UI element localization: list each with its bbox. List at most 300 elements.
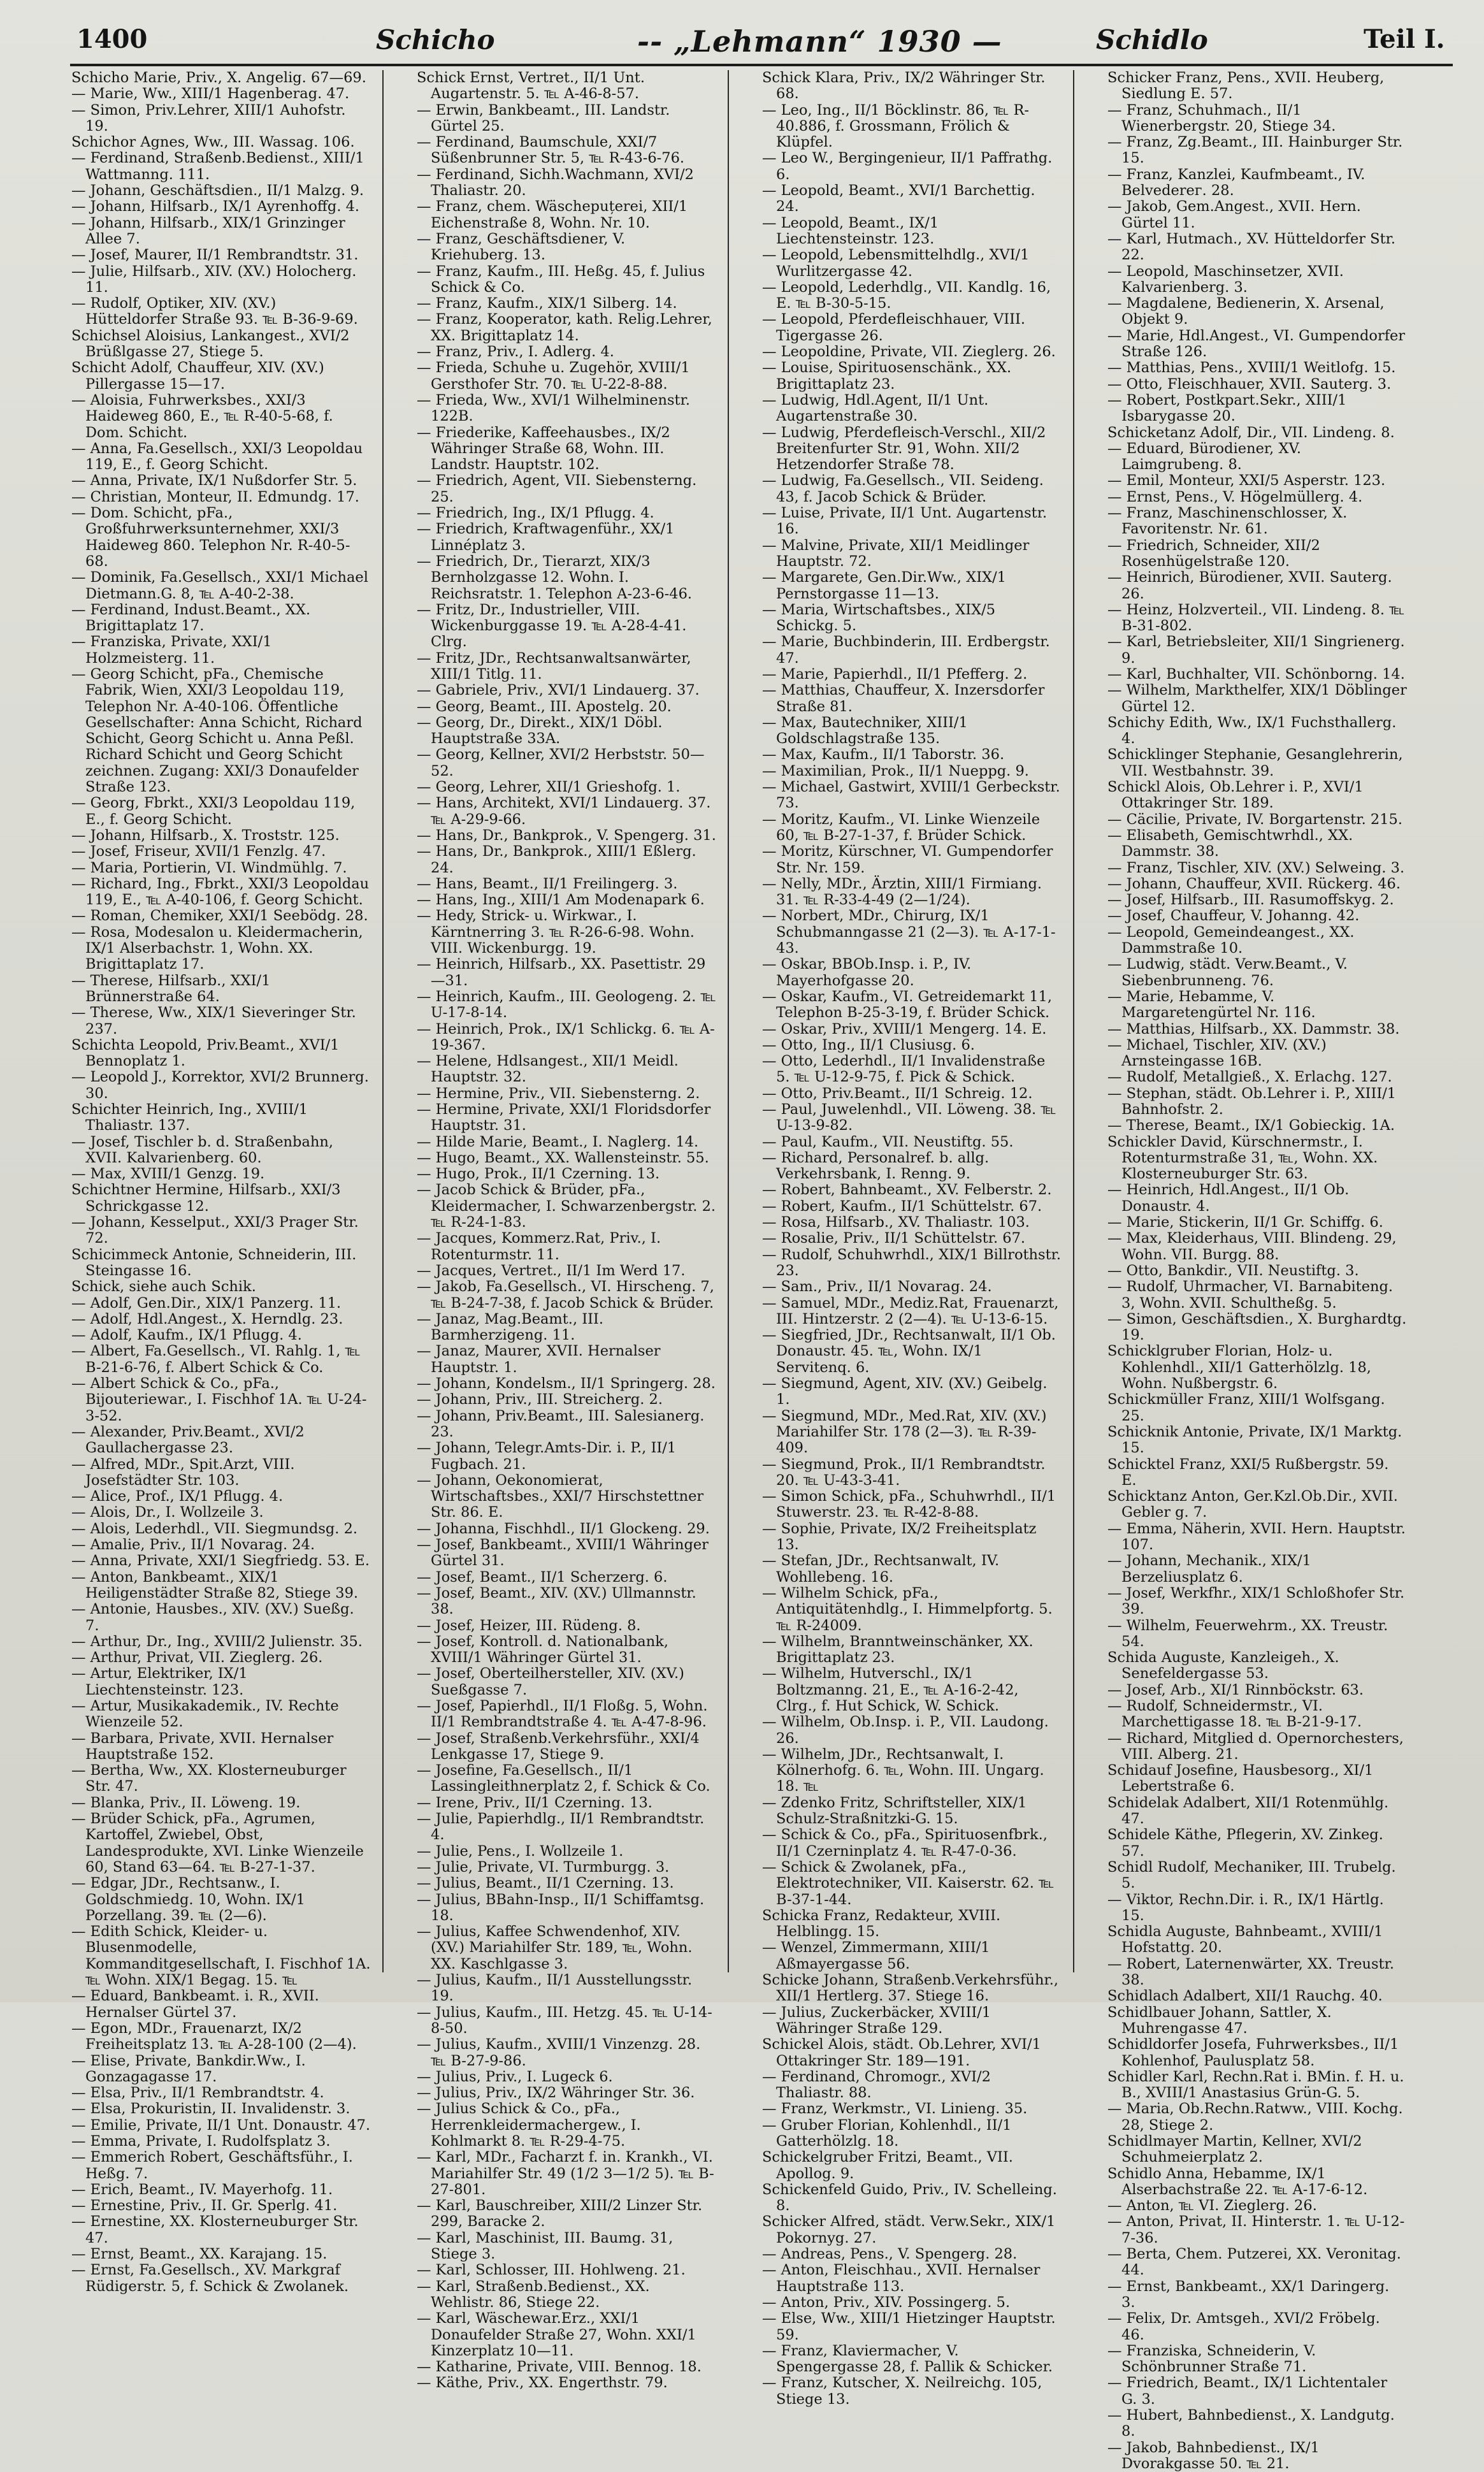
column-1 bbox=[71, 69, 371, 2295]
directory-entry: — Georg, Dr., Direkt., XIX/1 Döbl. Hauptstraße 33A. bbox=[417, 714, 663, 748]
directory-entry: — Jacques, Vertret., II/1 Im Werd 17. bbox=[417, 1262, 686, 1279]
directory-entry: — Nelly, MDr., Ärztin, XIII/1 Firmiang. 31. ℡ R-33-4-49 (2—1/24). bbox=[762, 875, 1042, 909]
directory-entry: — Therese, Hilfsarb., XXI/1 Brünnerstraße 64. bbox=[71, 972, 271, 1005]
directory-entry: — Emma, Näherin, XVII. Hern. Hauptstr. 107. bbox=[1107, 1520, 1406, 1554]
directory-entry: — Brüder Schick, pFa., Agrumen, Kartoffel, Zwiebel, Obst, Landesprodukte, XVI. Linke Wienzeile 60, Stand 63—64. ℡ B-27-1-37. bbox=[71, 1811, 364, 1876]
directory-entry: Schichsel Aloisius, Lankangest., XVI/2 Brüßlgasse 27, Stiege 5. bbox=[71, 327, 350, 361]
directory-entry: Schickmüller Franz, XIII/1 Wolfsgang. 25. bbox=[1107, 1391, 1385, 1424]
directory-entry: — Wilhelm, Markthelfer, XIX/1 Döblinger Gürtel 12. bbox=[1107, 682, 1407, 715]
directory-entry: — Karl, Straßenb.Bedienst., XX. Wehlistr. 86, Stiege 22. bbox=[417, 2278, 650, 2311]
directory-entry: Schicimmeck Antonie, Schneiderin, III. Steingasse 16. bbox=[71, 1246, 357, 1279]
directory-entry: — Franziska, Private, XXI/1 Holzmeisterg. 11. bbox=[71, 633, 272, 667]
directory-entry: — Oskar, BBOb.Insp. i. P., IV. Mayerhofgasse 20. bbox=[762, 956, 972, 989]
directory-entry: — Otto, Lederhdl., II/1 Invalidenstraße 5. ℡ U-12-9-75, f. Pick & Schick. bbox=[762, 1053, 1046, 1086]
directory-entry: — Emil, Monteur, XXI/5 Asperstr. 123. bbox=[1107, 472, 1386, 489]
directory-entry: — Artur, Elektriker, IX/1 Liechtensteinstr. 123. bbox=[71, 1665, 248, 1698]
directory-entry: — Karl, Betriebsleiter, XII/1 Singrienerg. 9. bbox=[1107, 633, 1405, 667]
directory-entry: — Schick & Zwolanek, pFa., Elektrotechniker, VII. Kaiserstr. 62. ℡ B-37-1-44. bbox=[762, 1858, 1055, 1908]
directory-entry: — Johann, Kondelsm., II/1 Springerg. 28. bbox=[417, 1375, 716, 1392]
directory-entry: — Therese, Beamt., IX/1 Gobieckig. 1A. bbox=[1107, 1117, 1395, 1134]
directory-entry: Schidlmayer Martin, Kellner, XVI/2 Schuhmeierplatz 2. bbox=[1107, 2133, 1362, 2166]
directory-entry: — Janaz, Maurer, XVII. Hernalser Hauptstr. 1. bbox=[417, 1343, 661, 1376]
directory-entry: — Johann, Oekonomierat, Wirtschaftsbes., XXI/7 Hirschstettner Str. 86. E. bbox=[417, 1471, 704, 1521]
directory-entry: — Stephan, städt. Ob.Lehrer i. P., XIII/1 Bahnhofstr. 2. bbox=[1107, 1085, 1397, 1118]
directory-entry: — Käthe, Priv., XX. Engerthstr. 79. bbox=[417, 2374, 668, 2392]
directory-entry: — Hans, Beamt., II/1 Freilingerg. 3. bbox=[417, 875, 678, 892]
directory-entry: — Paul, Juwelenhdl., VII. Löweng. 38. ℡ U-13-9-82. bbox=[762, 1101, 1056, 1134]
directory-entry: — Franz, Kooperator, kath. Relig.Lehrer, XX. Brigittaplatz 14. bbox=[417, 311, 712, 344]
directory-entry: — Rosalie, Priv., II/1 Schüttelstr. 67. bbox=[762, 1230, 1026, 1247]
directory-entry: — Josef, Beamt., II/1 Scherzerg. 6. bbox=[417, 1568, 668, 1586]
directory-entry: — Luise, Private, II/1 Unt. Augartenstr. 16. bbox=[762, 505, 1048, 538]
directory-entry: — Wilhelm, Hutverschl., IX/1 Boltzmanng. 21, E., ℡ A-16-2-42, Clrg., f. Hut Schick, W. Schick. bbox=[762, 1665, 1019, 1714]
directory-entry: — Robert, Laternenwärter, XX. Treustr. 38. bbox=[1107, 1955, 1395, 1989]
column-4 bbox=[1107, 69, 1407, 2472]
directory-entry: — Marie, Hebamme, V. Margaretengürtel Nr. 116. bbox=[1107, 988, 1316, 1022]
directory-entry: — Felix, Dr. Amtsgeh., XVI/2 Fröbelg. 46. bbox=[1107, 2310, 1380, 2343]
directory-entry: — Wilhelm, Feuerwehrm., XX. Treustr. 54. bbox=[1107, 1617, 1388, 1650]
directory-entry: — Karl, Schlosser, III. Hohlweng. 21. bbox=[417, 2262, 686, 2279]
directory-entry: — Anton, ℡ VI. Zieglerg. 26. bbox=[1107, 2197, 1317, 2215]
directory-entry: — Elisabeth, Gemischtwrhdl., XX. Dammstr. 38. bbox=[1107, 827, 1353, 860]
page-header bbox=[64, 24, 1453, 60]
directory-entry: — Maria, Wirtschaftsbes., XIX/5 Schickg. 5. bbox=[762, 601, 996, 635]
directory-entry: — Anna, Private, XXI/1 Siegfriedg. 53. E. bbox=[71, 1552, 370, 1570]
directory-entry: — Leopold J., Korrektor, XVI/2 Brunnerg. 30. bbox=[71, 1069, 369, 1102]
directory-entry: — Wilhelm Schick, pFa., Antiquitätenhdlg., I. Himmelpfortg. 5. ℡ R-24009. bbox=[762, 1584, 1053, 1634]
directory-entry: — Georg, Fbrkt., XXI/3 Leopoldau 119, E., f. Georg Schicht. bbox=[71, 795, 356, 828]
directory-entry: — Simon, Priv.Lehrer, XIII/1 Auhofstr. 19. bbox=[71, 101, 346, 134]
directory-entry: — Johann, Kesselput., XXI/3 Prager Str. 72. bbox=[71, 1214, 359, 1247]
directory-entry: — Julius, BBahn-Insp., II/1 Schiffamtsg. 18. bbox=[417, 1891, 705, 1924]
directory-entry: — Alois, Dr., I. Wollzeile 3. bbox=[71, 1504, 264, 1521]
directory-entry: — Max, XVIII/1 Genzg. 19. bbox=[71, 1166, 265, 1183]
directory-entry: — Matthias, Chauffeur, X. Inzersdorfer Straße 81. bbox=[762, 682, 1045, 715]
directory-entry: Schidlbauer Johann, Sattler, X. Muhrengasse 47. bbox=[1107, 2004, 1332, 2037]
directory-entry: — Leopold, Maschinsetzer, XVII. Kalvarienberg. 3. bbox=[1107, 263, 1344, 296]
directory-entry: — Georg, Kellner, XVI/2 Herbststr. 50—52. bbox=[417, 746, 705, 779]
directory-entry: — Dominik, Fa.Gesellsch., XXI/1 Michael Dietmann.G. 8, ℡ A-40-2-38. bbox=[71, 569, 368, 602]
directory-entry: — Samuel, MDr., Mediz.Rat, Frauenarzt, III. Hintzerstr. 2 (2—4). ℡ U-13-6-15. bbox=[762, 1294, 1059, 1327]
directory-entry: — Julie, Hilfsarb., XIV. (XV.) Holocherg. 11. bbox=[71, 263, 357, 296]
directory-entry: — Georg Schicht, pFa., Chemische Fabrik, Wien, XXI/3 Leopoldau 119, Telephon Nr. A-40-106. Öffentliche Gesellschafter: Anna Schicht, Richard Schicht, Georg Schicht u. Anna Peßl. Richard Schicht und Georg Schicht zeichnen. Zugang: XXI/3 Donaufelder Straße 123. bbox=[71, 665, 363, 796]
directory-entry: — Franziska, Schneiderin, V. Schönbrunner Straße 71. bbox=[1107, 2342, 1316, 2376]
directory-entry: — Frieda, Schuhe u. Zugehör, XVIII/1 Gersthofer Str. 70. ℡ U-22-8-88. bbox=[417, 359, 690, 393]
directory-entry: Schickelgruber Fritzi, Beamt., VII. Apollog. 9. bbox=[762, 2149, 1013, 2182]
directory-entry: — Josef, Maurer, II/1 Rembrandtstr. 31. bbox=[71, 247, 359, 264]
directory-entry: — Robert, Postkpart.Sekr., XIII/1 Isbarygasse 20. bbox=[1107, 391, 1347, 425]
directory-entry: — Josef, Papierhdl., II/1 Floßg. 5, Wohn. II/1 Rembrandtstraße 4. ℡ A-47-8-96. bbox=[417, 1697, 708, 1731]
directory-entry: — Ernst, Pens., V. Högelmüllerg. 4. bbox=[1107, 488, 1363, 505]
directory-entry: — Rudolf, Metallgieß., X. Erlachg. 127. bbox=[1107, 1069, 1392, 1086]
directory-entry: — Anton, Priv., XIV. Possingerg. 5. bbox=[762, 2294, 1011, 2311]
directory-entry: — Max, Kaufm., II/1 Taborstr. 36. bbox=[762, 746, 1005, 763]
directory-entry: — Anna, Fa.Gesellsch., XXI/3 Leopoldau 119, E., f. Georg Schicht. bbox=[71, 440, 363, 473]
directory-entry: — Anna, Private, IX/1 Nußdorfer Str. 5. bbox=[71, 472, 357, 489]
directory-entry: — Jacob Schick & Brüder, pFa., Kleidermacher, I. Schwarzenbergstr. 2. ℡ R-24-1-83. bbox=[417, 1182, 716, 1231]
directory-entry: Schichor Agnes, Ww., III. Wassag. 106. bbox=[71, 134, 355, 151]
directory-entry: Schidlo Anna, Hebamme, IX/1 Alserbachstraße 22. ℡ A-17-6-12. bbox=[1107, 2165, 1368, 2198]
directory-entry: — Stefan, JDr., Rechtsanwalt, IV. Wohllebeng. 16. bbox=[762, 1552, 1000, 1586]
directory-entry: — Jacques, Kommerz.Rat, Priv., I. Rotenturmstr. 11. bbox=[417, 1230, 661, 1263]
directory-entry: — Franz, Werkmstr., VI. Linieng. 35. bbox=[762, 2100, 1028, 2118]
directory-entry: — Hubert, Bahnbedienst., X. Landgutg. 8. bbox=[1107, 2407, 1395, 2440]
directory-entry: — Ludwig, Fa.Gesellsch., VII. Seideng. 43, f. Jacob Schick & Brüder. bbox=[762, 472, 1044, 505]
directory-entry: — Jakob, Fa.Gesellsch., VI. Hirscheng. 7, ℡ B-24-7-38, f. Jacob Schick & Brüder. bbox=[417, 1278, 714, 1312]
directory-entry: — Johann, Hilfsarb., XIX/1 Grinzinger Allee 7. bbox=[71, 214, 345, 247]
directory-entry: — Josef, Tischler b. d. Straßenbahn, XVII. Kalvarienberg. 60. bbox=[71, 1133, 333, 1166]
directory-entry: — Leopoldine, Private, VII. Zieglerg. 26. bbox=[762, 343, 1056, 361]
directory-entry: Schichter Heinrich, Ing., XVIII/1 Thaliastr. 137. bbox=[71, 1101, 308, 1134]
directory-entry: — Amalie, Priv., II/1 Novarag. 24. bbox=[71, 1536, 315, 1554]
directory-entry: — Magdalene, Bedienerin, X. Arsenal, Objekt 9. bbox=[1107, 295, 1385, 328]
directory-entry: — Hans, Dr., Bankprok., XIII/1 Eßlerg. 24. bbox=[417, 843, 696, 876]
page-number: 1400 bbox=[76, 24, 148, 54]
directory-entry: — Karl, Maschinist, III. Baumg. 31, Stiege 3. bbox=[417, 2229, 674, 2263]
directory-entry: — Elsa, Priv., II/1 Rembrandtstr. 4. bbox=[71, 2085, 324, 2102]
directory-entry: Schidelak Adalbert, XII/1 Rotenmühlg. 47. bbox=[1107, 1794, 1389, 1828]
directory-entry: — Julie, Private, VI. Turmburgg. 3. bbox=[417, 1858, 670, 1876]
directory-entry: — Marie, Buchbinderin, III. Erdbergstr. 47. bbox=[762, 633, 1050, 667]
directory-entry: — Franz, Kaufm., XIX/1 Silberg. 14. bbox=[417, 295, 677, 312]
directory-entry: — Maria, Portierin, VI. Windmühlg. 7. bbox=[71, 859, 347, 876]
directory-entry: — Cäcilie, Private, IV. Borgartenstr. 215. bbox=[1107, 811, 1403, 828]
directory-entry: — Emilie, Private, II/1 Unt. Donaustr. 47. bbox=[71, 2116, 371, 2134]
directory-entry: — Franz, Zg.Beamt., III. Hainburger Str. 15. bbox=[1107, 134, 1403, 167]
directory-entry: — Barbara, Private, XVII. Hernalser Hauptstraße 152. bbox=[71, 1730, 334, 1763]
directory-entry: — Frieda, Ww., XVI/1 Wilhelminenstr. 122B. bbox=[417, 391, 691, 425]
directory-entry: — Otto, Bankdir., VII. Neustiftg. 3. bbox=[1107, 1262, 1359, 1279]
directory-entry: — Hans, Architekt, XVI/1 Lindauerg. 37. ℡ A-29-9-66. bbox=[417, 795, 711, 828]
directory-entry: — Matthias, Hilfsarb., XX. Dammstr. 38. bbox=[1107, 1020, 1400, 1037]
directory-entry: — Johanna, Fischhdl., II/1 Glockeng. 29. bbox=[417, 1520, 710, 1537]
directory-entry: Schick Ernst, Vertret., II/1 Unt. Augartenstr. 5. ℡ A-46-8-57. bbox=[417, 69, 645, 103]
directory-entry: — Emmerich Robert, Geschäftsführ., I. Heßg. 7. bbox=[71, 2149, 353, 2182]
directory-entry: — Ferdinand, Sichh.Wachmann, XVI/2 Thaliastr. 20. bbox=[417, 166, 694, 199]
directory-entry: — Viktor, Rechn.Dir. i. R., IX/1 Härtlg. 15. bbox=[1107, 1891, 1384, 1924]
directory-entry: — Fritz, JDr., Rechtsanwaltsanwärter, XIII/1 Titlg. 11. bbox=[417, 649, 691, 683]
directory-entry: — Norbert, MDr., Chirurg, IX/1 Schubmanngasse 21 (2—3). ℡ A-17-1-43. bbox=[762, 907, 1056, 957]
directory-entry: — Johann, Geschäftsdien., II/1 Malzg. 9. bbox=[71, 182, 364, 199]
directory-entry: — Artur, Musikakademik., IV. Rechte Wienzeile 52. bbox=[71, 1697, 339, 1731]
directory-entry: — Otto, Ing., II/1 Clusiusg. 6. bbox=[762, 1036, 975, 1053]
directory-entry: — Marie, Hdl.Angest., VI. Gumpendorfer Straße 126. bbox=[1107, 327, 1406, 361]
column-divider bbox=[1073, 70, 1074, 1972]
directory-entry: — Katharine, Private, VIII. Bennog. 18. bbox=[417, 2359, 702, 2376]
directory-entry: Schicker Alfred, städt. Verw.Sekr., XIX/1 Pokornyg. 27. bbox=[762, 2213, 1056, 2246]
directory-entry: — Maria, Ob.Rechn.Ratww., VIII. Kochg. 28, Stiege 2. bbox=[1107, 2100, 1403, 2134]
directory-entry: — Anton, Privat, II. Hinterstr. 1. ℡ U-12-7-36. bbox=[1107, 2213, 1405, 2246]
directory-entry: — Johann, Hilfsarb., IX/1 Ayrenhoffg. 4. bbox=[71, 198, 360, 215]
directory-entry: — Michael, Tischler, XIV. (XV.) Arnsteingasse 16B. bbox=[1107, 1036, 1327, 1070]
directory-entry: — Ferdinand, Indust.Beamt., XX. Brigittaplatz 17. bbox=[71, 601, 311, 635]
directory-entry: — Franz, Tischler, XIV. (XV.) Selweing. 3. bbox=[1107, 859, 1405, 876]
directory-entry: — Friedrich, Ing., IX/1 Pflugg. 4. bbox=[417, 505, 654, 522]
directory-entry: — Paul, Kaufm., VII. Neustiftg. 55. bbox=[762, 1133, 1014, 1150]
directory-entry: — Elise, Private, Bankdir.Ww., I. Gonzagagasse 17. bbox=[71, 2052, 306, 2085]
directory-entry: — Leo, Ing., II/1 Böcklinstr. 86, ℡ R-40.886, f. Grossmann, Frölich & Klüpfel. bbox=[762, 101, 1029, 151]
directory-entry: — Wenzel, Zimmermann, XIII/1 Aßmayergasse 56. bbox=[762, 1939, 990, 1972]
directory-entry: — Karl, Hutmach., XV. Hütteldorfer Str. 22. bbox=[1107, 230, 1396, 264]
directory-entry: — Julius, Kaffee Schwendenhof, XIV. (XV.) Mariahilfer Str. 189, ℡, Wohn. XX. Kaschlgasse 3. bbox=[417, 1923, 693, 1972]
directory-entry: — Leo W., Bergingenieur, II/1 Paffrathg. 6. bbox=[762, 150, 1053, 183]
directory-entry: — Julius, Priv., IX/2 Währinger Str. 36. bbox=[417, 2085, 695, 2102]
directory-entry: — Heinz, Holzverteil., VII. Lindeng. 8. ℡ B-31-802. bbox=[1107, 601, 1405, 635]
directory-entry: — Max, Kleiderhaus, VIII. Blindeng. 29, Wohn. VII. Burgg. 88. bbox=[1107, 1230, 1397, 1263]
directory-entry: — Edgar, JDr., Rechtsanw., I. Goldschmiedg. 10, Wohn. IX/1 Porzellang. 39. ℡ (2—6). bbox=[71, 1875, 305, 1924]
directory-entry: — Ferdinand, Baumschule, XXI/7 Süßenbrunner Str. 5, ℡ R-43-6-76. bbox=[417, 134, 685, 167]
directory-entry: — Marie, Stickerin, II/1 Gr. Schiffg. 6. bbox=[1107, 1214, 1383, 1231]
directory-entry: — Ferdinand, Chromogr., XVI/2 Thaliastr. 88. bbox=[762, 2068, 991, 2102]
header-rule bbox=[70, 64, 1453, 66]
directory-entry: — Christian, Monteur, II. Edmundg. 17. bbox=[71, 488, 359, 505]
directory-entry: — Janaz, Mag.Beamt., III. Barmherzigeng. 11. bbox=[417, 1310, 604, 1344]
directory-entry: — Elsa, Prokuristin, II. Invalidenstr. 3. bbox=[71, 2100, 350, 2118]
directory-entry: — Siegmund, Prok., II/1 Rembrandtstr. 20. ℡ U-43-3-41. bbox=[762, 1456, 1046, 1489]
directory-entry: — Richard, Mitglied d. Opernorchesters, VIII. Alberg. 21. bbox=[1107, 1730, 1404, 1763]
directory-entry: — Leopold, Pferdefleischhauer, VIII. Tigergasse 26. bbox=[762, 311, 1026, 344]
directory-entry: Schida Auguste, Kanzleigeh., X. Senefeldergasse 53. bbox=[1107, 1649, 1339, 1682]
directory-entry: — Heinrich, Kaufm., III. Geologeng. 2. ℡ U-17-8-14. bbox=[417, 988, 716, 1022]
directory-entry: — Marie, Papierhdl., II/1 Pfefferg. 2. bbox=[762, 665, 1028, 683]
directory-entry: — Michael, Gastwirt, XVIII/1 Gerbeckstr. 73. bbox=[762, 779, 1060, 812]
directory-entry: — Hugo, Prok., II/1 Czerning. 13. bbox=[417, 1166, 660, 1183]
directory-entry: — Friedrich, Kraftwagenführ., XX/1 Linnéplatz 3. bbox=[417, 521, 675, 554]
directory-entry: Schickler David, Kürschnermstr., I. Rotenturmstraße 31, ℡, Wohn. XX. Klosterneuburger Str. 63. bbox=[1107, 1133, 1378, 1183]
directory-entry: — Arthur, Privat, VII. Zieglerg. 26. bbox=[71, 1649, 323, 1666]
directory-entry: Schidla Auguste, Bahnbeamt., XVIII/1 Hofstattg. 20. bbox=[1107, 1923, 1383, 1956]
directory-entry: — Franz, Klaviermacher, V. Spengergasse 28, f. Pallik & Schicker. bbox=[762, 2342, 1053, 2376]
directory-entry: Schickenfeld Guido, Priv., IV. Schelleing. 8. bbox=[762, 2181, 1057, 2215]
directory-entry: — Siegmund, MDr., Med.Rat, XIV. (XV.) Mariahilfer Str. 178 (2—3). ℡ R-39-409. bbox=[762, 1407, 1047, 1457]
directory-entry: — Berta, Chem. Putzerei, XX. Veronitag. 44. bbox=[1107, 2246, 1401, 2279]
directory-entry: Schichy Edith, Ww., IX/1 Fuchsthallerg. 4. bbox=[1107, 714, 1397, 748]
directory-entry: — Johann, Chauffeur, XVII. Rückerg. 46. bbox=[1107, 875, 1401, 892]
directory-entry: — Albert, Fa.Gesellsch., VI. Rahlg. 1, ℡ B-21-6-76, f. Albert Schick & Co. bbox=[71, 1343, 361, 1376]
directory-entry: — Emma, Private, I. Rudolfsplatz 3. bbox=[71, 2133, 331, 2150]
directory-entry: — Adolf, Hdl.Angest., X. Herndlg. 23. bbox=[71, 1310, 343, 1327]
directory-entry: — Julius, Kaufm., III. Hetzg. 45. ℡ U-14-8-50. bbox=[417, 2004, 712, 2037]
directory-entry: — Sam., Priv., II/1 Novarag. 24. bbox=[762, 1278, 992, 1296]
directory-entry: — Ernst, Bankbeamt., XX/1 Daringerg. 3. bbox=[1107, 2278, 1390, 2311]
directory-entry: — Johann, Telegr.Amts-Dir. i. P., II/1 Fugbach. 21. bbox=[417, 1440, 677, 1473]
directory-entry: Schick, siehe auch Schik. bbox=[71, 1278, 256, 1296]
directory-entry: — Hermine, Priv., VII. Siebensterng. 2. bbox=[417, 1085, 700, 1102]
directory-entry: — Otto, Fleischhauer, XVII. Sauterg. 3. bbox=[1107, 375, 1392, 393]
directory-entry: — Friedrich, Schneider, XII/2 Rosenhügelstraße 120. bbox=[1107, 537, 1320, 570]
directory-entry: — Josef, Hilfsarb., III. Rasumoffskyg. 2. bbox=[1107, 892, 1394, 909]
directory-entry: — Adolf, Kaufm., IX/1 Pflugg. 4. bbox=[71, 1327, 302, 1344]
directory-entry: — Antonie, Hausbes., XIV. (XV.) Sueßg. 7. bbox=[71, 1601, 354, 1634]
directory-entry: Schicker Franz, Pens., XVII. Heuberg, Siedlung E. 57. bbox=[1107, 69, 1385, 103]
directory-entry: Schicho Marie, Priv., X. Angelig. 67—69. bbox=[71, 69, 366, 86]
directory-entry: — Gruber Florian, Kohlenhdl., II/1 Gatterhölzlg. 18. bbox=[762, 2116, 1012, 2150]
directory-entry: — Julius, Kaufm., XVIII/1 Vinzenzg. 28. ℡ B-27-9-86. bbox=[417, 2036, 701, 2069]
directory-entry: — Hilde Marie, Beamt., I. Naglerg. 14. bbox=[417, 1133, 699, 1150]
directory-entry: — Franz, chem. Wäschepuțerei, XII/1 Eichenstraße 8, Wohn. Nr. 10. bbox=[417, 198, 688, 231]
directory-entry: — Malvine, Private, XII/1 Meidlinger Hauptstr. 72. bbox=[762, 537, 1030, 570]
directory-entry: — Wilhelm, Ob.Insp. i. P., VII. Laudong. 26. bbox=[762, 1714, 1049, 1747]
directory-entry: — Josef, Straßenb.Verkehrsführ., XXI/4 Lenkgasse 17, Stiege 9. bbox=[417, 1730, 700, 1763]
directory-entry: — Ludwig, Pferdefleisch-Verschl., XII/2 Breitenfurter Str. 91, Wohn. XII/2 Hetzendorfer Straße 78. bbox=[762, 424, 1046, 473]
directory-entry: — Ernestine, Priv., II. Gr. Sperlg. 41. bbox=[71, 2197, 338, 2215]
directory-entry: — Julius Schick & Co., pFa., Herrenkleidermachergew., I. Kohlmarkt 8. ℡ R-29-4-75. bbox=[417, 2100, 641, 2150]
directory-entry: — Moritz, Kürschner, VI. Gumpendorfer Str. Nr. 159. bbox=[762, 843, 1053, 876]
directory-entry: — Johann, Hilfsarb., X. Troststr. 125. bbox=[71, 827, 340, 844]
directory-entry: — Friedrich, Agent, VII. Siebensterng. 25. bbox=[417, 472, 697, 505]
directory-entry: — Robert, Bahnbeamt., XV. Felberstr. 2. bbox=[762, 1182, 1052, 1199]
directory-entry: — Leopold, Lebensmittelhdlg., XVI/1 Wurlitzergasse 42. bbox=[762, 247, 1030, 280]
directory-entry: Schicklinger Stephanie, Gesanglehrerin, VII. Westbahnstr. 39. bbox=[1107, 746, 1403, 779]
directory-entry: — Dom. Schicht, pFa., Großfuhrwerksunternehmer, XXI/3 Haideweg 860. Telephon Nr. R-40-5-68. bbox=[71, 505, 350, 570]
directory-entry: — Leopold, Gemeindeangest., XX. Dammstraße 10. bbox=[1107, 923, 1355, 957]
directory-entry: — Julie, Papierhdlg., II/1 Rembrandtstr. 4. bbox=[417, 1811, 705, 1844]
directory-entry: — Ludwig, städt. Verw.Beamt., V. Siebenbrunneng. 76. bbox=[1107, 956, 1348, 989]
directory-entry: — Georg, Beamt., III. Apostelg. 20. bbox=[417, 698, 672, 715]
directory-entry: — Alfred, MDr., Spit.Arzt, VIII. Josefstädter Str. 103. bbox=[71, 1456, 295, 1489]
directory-entry: — Egon, MDr., Frauenarzt, IX/2 Freiheitsplatz 13. ℡ A-28-100 (2—4). bbox=[71, 2020, 357, 2053]
directory-entry: — Josef, Werkfhr., XIX/1 Schloßhofer Str. 39. bbox=[1107, 1584, 1405, 1618]
directory-entry: — Josef, Oberteilhersteller, XIV. (XV.) Sueßgasse 7. bbox=[417, 1665, 684, 1698]
directory-entry: — Franz, Priv., I. Adlerg. 4. bbox=[417, 343, 614, 361]
directory-entry: — Franz, Schuhmach., II/1 Wienerbergstr. 20, Stiege 34. bbox=[1107, 101, 1336, 134]
directory-entry: — Hugo, Beamt., XX. Wallensteinstr. 55. bbox=[417, 1149, 709, 1166]
directory-entry: — Margarete, Gen.Dir.Ww., XIX/1 Pernstorgasse 11—13. bbox=[762, 569, 1007, 602]
directory-entry: — Josef, Friseur, XVII/1 Fenzlg. 47. bbox=[71, 843, 326, 860]
directory-entry: — Zdenko Fritz, Schriftsteller, XIX/1 Schulz-Straßnitzki-G. 15. bbox=[762, 1794, 1027, 1828]
directory-entry: — Rosa, Hilfsarb., XV. Thaliastr. 103. bbox=[762, 1214, 1030, 1231]
left-keyword: Schicho bbox=[376, 24, 495, 55]
directory-entry: — Rudolf, Schuhwrhdl., XIX/1 Billrothstr. 23. bbox=[762, 1246, 1062, 1279]
directory-entry: — Ernestine, XX. Klosterneuburger Str. 47. bbox=[71, 2213, 359, 2246]
column-2 bbox=[417, 69, 716, 2392]
directory-entry: — Franz, Kutscher, X. Neilreichg. 105, Stiege 13. bbox=[762, 2374, 1042, 2408]
directory-entry: — Jakob, Gem.Angest., XVII. Hern. Gürtel 11. bbox=[1107, 198, 1361, 231]
part-label: Teil I. bbox=[1364, 24, 1445, 54]
directory-entry: — Rudolf, Optiker, XIV. (XV.) Hütteldorfer Straße 93. ℡ B-36-9-69. bbox=[71, 295, 358, 328]
directory-entry: — Roman, Chemiker, XXI/1 Seebödg. 28. bbox=[71, 907, 368, 925]
directory-entry: — Josef, Bankbeamt., XVIII/1 Währinger Gürtel 31. bbox=[417, 1536, 709, 1570]
directory-entry: — Otto, Priv.Beamt., II/1 Schreig. 12. bbox=[762, 1085, 1033, 1102]
directory-entry: Schicknik Antonie, Private, IX/1 Marktg. 15. bbox=[1107, 1423, 1402, 1457]
directory-entry: — Albert Schick & Co., pFa., Bijouteriewar., I. Fischhof 1A. ℡ U-24-3-52. bbox=[71, 1375, 367, 1424]
directory-entry: — Leopold, Beamt., IX/1 Liechtensteinstr. 123. bbox=[762, 214, 939, 247]
directory-entry: — Hans, Dr., Bankprok., V. Spengerg. 31. bbox=[417, 827, 716, 844]
directory-entry: — Alois, Lederhdl., VII. Siegmundsg. 2. bbox=[71, 1520, 358, 1537]
directory-entry: — Simon, Geschäftsdien., X. Burghardtg. 19. bbox=[1107, 1310, 1407, 1344]
directory-entry: — Richard, Personalref. b. allg. Verkehrsbank, I. Renng. 9. bbox=[762, 1149, 990, 1183]
directory-entry: — Louise, Spirituosenschänk., XX. Brigittaplatz 23. bbox=[762, 359, 1012, 393]
directory-entry: — Friederike, Kaffeehausbes., IX/2 Währinger Straße 68, Wohn. III. Landstr. Hauptstr. 102. bbox=[417, 424, 670, 473]
directory-entry: — Ferdinand, Straßenb.Bedienst., XIII/1 Wattmanng. 111. bbox=[71, 150, 364, 183]
directory-entry: — Alexander, Priv.Beamt., XVI/2 Gaullachergasse 23. bbox=[71, 1423, 305, 1457]
directory-entry: — Eduard, Bürodiener, XV. Laimgrubeng. 8. bbox=[1107, 440, 1301, 473]
directory-entry: — Heinrich, Hdl.Angest., II/1 Ob. Donaustr. 4. bbox=[1107, 1182, 1350, 1215]
directory-entry: — Friedrich, Dr., Tierarzt, XIX/3 Bernholzgasse 12. Wohn. I. Reichsratstr. 1. Telephon A-23-6-46. bbox=[417, 553, 693, 602]
directory-entry: — Schick & Co., pFa., Spirituosenfbrk., II/1 Czerninplatz 4. ℡ R-47-0-36. bbox=[762, 1826, 1048, 1860]
directory-entry: — Heinrich, Bürodiener, XVII. Sauterg. 26. bbox=[1107, 569, 1392, 602]
directory-entry: — Richard, Ing., Fbrkt., XXI/3 Leopoldau 119, E., ℡ A-40-106, f. Georg Schicht. bbox=[71, 875, 370, 909]
directory-entry: — Karl, Buchhalter, VII. Schönborng. 14. bbox=[1107, 665, 1405, 683]
directory-entry: — Franz, Kanzlei, Kaufmbeamt., IV. Belvederег. 28. bbox=[1107, 166, 1365, 199]
directory-entry: — Hermine, Private, XXI/1 Floridsdorfer Hauptstr. 31. bbox=[417, 1101, 711, 1134]
directory-entry: — Josef, Chauffeur, V. Johanng. 42. bbox=[1107, 907, 1360, 925]
directory-entry: — Edith Schick, Kleider- u. Blusenmodelle, Kommanditgesellschaft, I. Fischhof 1A. ℡ Wohn. XIX/1 Begag. 15. ℡ bbox=[71, 1923, 371, 1989]
column-divider bbox=[382, 70, 384, 1972]
directory-entry: — Heinrich, Hilfsarb., XX. Pasettistr. 29—31. bbox=[417, 956, 706, 989]
right-keyword: Schidlo bbox=[1096, 24, 1208, 55]
directory-entry: Schidele Käthe, Pflegerin, XV. Zinkeg. 57. bbox=[1107, 1826, 1383, 1860]
directory-entry: Schicklgruber Florian, Holz- u. Kohlenhdl., XII/1 Gatterhölzlg. 18, Wohn. Nußbergstr. 6. bbox=[1107, 1343, 1371, 1392]
directory-entry: Schickl Alois, Ob.Lehrer i. P., XVI/1 Ottakringer Str. 189. bbox=[1107, 779, 1364, 812]
directory-entry: — Oskar, Kaufm., VI. Getreidemarkt 11, Telephon B-25-3-19, f. Brüder Schick. bbox=[762, 988, 1052, 1022]
directory-entry: — Julius, Zuckerbäcker, XVIII/1 Währinger Straße 129. bbox=[762, 2004, 991, 2037]
directory-entry: — Alice, Prof., IX/1 Pflugg. 4. bbox=[71, 1488, 284, 1505]
directory-entry: — Josef, Beamt., XIV. (XV.) Ullmannstr. 38. bbox=[417, 1584, 696, 1618]
directory-entry: — Adolf, Gen.Dir., XIX/1 Panzerg. 11. bbox=[71, 1294, 342, 1312]
directory-entry: — Hans, Ing., XIII/1 Am Modenapark 6. bbox=[417, 892, 705, 909]
directory-entry: — Josef, Arb., XI/1 Rinnböckstr. 63. bbox=[1107, 1681, 1364, 1698]
directory-entry: — Therese, Ww., XIX/1 Sieveringer Str. 237. bbox=[71, 1004, 356, 1037]
directory-entry: — Franz, Geschäftsdiener, V. Kriehuberg. 13. bbox=[417, 230, 626, 264]
directory-entry: Schicka Franz, Redakteur, XVIII. Helblingg. 15. bbox=[762, 1907, 1001, 1941]
directory-entry: — Jakob, Bahnbedienst., IX/1 Dvorakgasse 50. ℡ 21. bbox=[1107, 2439, 1320, 2472]
directory-entry: — Franz, Kaufm., III. Heßg. 45, f. Julius Schick & Co. bbox=[417, 263, 705, 296]
directory-entry: — Ludwig, Hdl.Agent, II/1 Unt. Augartenstraße 30. bbox=[762, 391, 989, 425]
directory-entry: Schichta Leopold, Priv.Beamt., XVI/1 Bennoplatz 1. bbox=[71, 1036, 340, 1070]
directory-entry: — Helene, Hdlsangest., XII/1 Meidl. Hauptstr. 32. bbox=[417, 1053, 679, 1086]
directory-entry: — Matthias, Pens., XVIII/1 Weitlofg. 15. bbox=[1107, 359, 1396, 377]
directory-entry: — Anton, Bankbeamt., XIX/1 Heiligenstädter Straße 82, Stiege 39. bbox=[71, 1568, 359, 1601]
directory-entry: — Siegfried, JDr., Rechtsanwalt, II/1 Ob. Donaustr. 45. ℡, Wohn. IX/1 Servitenq. 6. bbox=[762, 1327, 1056, 1376]
directory-entry: — Moritz, Kaufm., VI. Linke Wienzeile 60, ℡ B-27-1-37, f. Brüder Schick. bbox=[762, 811, 1041, 844]
directory-entry: — Leopold, Beamt., XVI/1 Barchettig. 24. bbox=[762, 182, 1035, 215]
directory-entry: — Else, Ww., XIII/1 Hietzinger Hauptstr. 59. bbox=[762, 2310, 1056, 2343]
directory-entry: Schick Klara, Priv., IX/2 Währinger Str. 68. bbox=[762, 69, 1046, 103]
directory-entry: — Erwin, Bankbeamt., III. Landstr. Gürtel 25. bbox=[417, 101, 670, 134]
directory-entry: Schickel Alois, städt. Ob.Lehrer, XVI/1 Ottakringer Str. 189—191. bbox=[762, 2036, 1041, 2069]
directory-entry: Schicke Johann, Straßenb.Verkehrsführ., XII/1 Hertlerg. 37. Stiege 16. bbox=[762, 1972, 1059, 2005]
directory-entry: Schidldorfer Josefa, Fuhrwerksbes., II/1 Kohlenhof, Paulusplatz 58. bbox=[1107, 2036, 1399, 2069]
directory-entry: — Johann, Mechanik., XIX/1 Berzeliusplatz 6. bbox=[1107, 1552, 1311, 1586]
directory-entry: — Julie, Pens., I. Wollzeile 1. bbox=[417, 1842, 624, 1860]
directory-entry: — Karl, MDr., Facharzt f. in. Krankh., VI. Mariahilfer Str. 49 (1/2 3—1/2 5). ℡ B-27-801. bbox=[417, 2149, 714, 2198]
directory-entry: Schicktanz Anton, Ger.Kzl.Ob.Dir., XVII. Gebler g. 7. bbox=[1107, 1488, 1398, 1521]
directory-entry: — Blanka, Priv., II. Löweng. 19. bbox=[71, 1794, 301, 1811]
directory-entry: — Rosa, Modesalon u. Kleidermacherin, IX/1 Alserbachstr. 1, Wohn. XX. Brigittaplatz 17. bbox=[71, 923, 363, 973]
directory-entry: — Gabriele, Priv., XVI/1 Lindauerg. 37. bbox=[417, 682, 700, 699]
directory-entry: — Ernst, Fa.Gesellsch., XV. Markgraf Rüdigerstr. 5, f. Schick & Zwolanek. bbox=[71, 2262, 349, 2295]
directory-entry: — Heinrich, Prok., IX/1 Schlickg. 6. ℡ A-19-367. bbox=[417, 1020, 715, 1053]
directory-entry: — Josef, Kontroll. d. Nationalbank, XVIII/1 Währinger Gürtel 31. bbox=[417, 1633, 668, 1666]
directory-entry: Schidlach Adalbert, XII/1 Rauchg. 40. bbox=[1107, 1988, 1383, 2005]
directory-entry: — Josef, Heizer, III. Rüdeng. 8. bbox=[417, 1617, 641, 1634]
directory-entry: Schidl Rudolf, Mechaniker, III. Trubelg. 5. bbox=[1107, 1858, 1396, 1892]
directory-entry: — Franz, Maschinenschlosser, X. Favoritenstr. Nr. 61. bbox=[1107, 505, 1348, 538]
directory-entry: Schidauf Josefine, Hausbesorg., XI/1 Lebertstraße 6. bbox=[1107, 1762, 1374, 1795]
column-divider bbox=[728, 70, 729, 1972]
directory-title: -- „Lehmann“ 1930 — bbox=[637, 24, 1002, 59]
directory-entry: — Aloisia, Fuhrwerksbes., XXI/3 Haideweg 860, E., ℡ R-40-5-68, f. Dom. Schicht. bbox=[71, 391, 333, 441]
directory-entry: — Julius, Kaufm., II/1 Ausstellungsstr. 19. bbox=[417, 1972, 693, 2005]
directory-entry: — Rudolf, Schneidermstr., VI. Marchettigasse 18. ℡ B-21-9-17. bbox=[1107, 1697, 1362, 1731]
directory-entry: — Simon Schick, pFa., Schuhwrhdl., II/1 Stuwerstr. 23. ℡ R-42-8-88. bbox=[762, 1488, 1056, 1521]
directory-entry: — Maximilian, Prok., II/1 Nueppg. 9. bbox=[762, 762, 1029, 779]
directory-entry: — Fritz, Dr., Industrieller, VIII. Wickenburggasse 19. ℡ A-28-4-41. Clrg. bbox=[417, 601, 687, 651]
directory-entry: — Sophie, Private, IX/2 Freiheitsplatz 13. bbox=[762, 1520, 1037, 1554]
directory-entry: Schicketanz Adolf, Dir., VII. Lindeng. 8. bbox=[1107, 424, 1395, 441]
directory-entry: Schicht Adolf, Chauffeur, XIV. (XV.) Pillergasse 15—17. bbox=[71, 359, 324, 393]
